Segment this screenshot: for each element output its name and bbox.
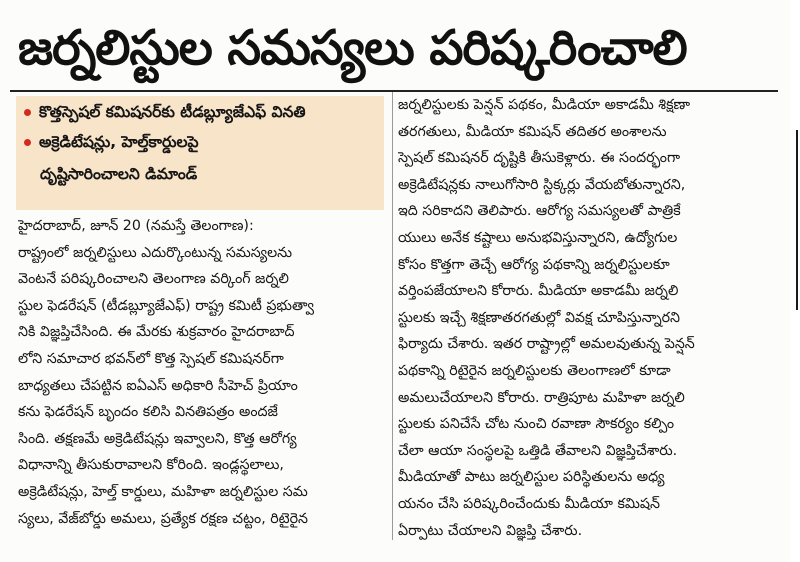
right-column-line: జర్నలిస్టులకు పెన్షన్ పథకం, మీడియా అకాడమీ శిక్షణా [398, 97, 691, 113]
article-left-column [18, 213, 386, 532]
right-column-line: ఏర్పాటు చేయాలని విజ్ఞప్తి చేశారు. [398, 522, 583, 539]
left-column-line: అక్రెడిటేషన్లు, హెల్త్ కార్డులు, మహిళా జర్నలిస్టుల సమ [18, 483, 308, 500]
right-column-line: అక్రెడిటేషన్లకు నాలుగోసారి స్టిక్కర్లు వేయబోతున్నారని, [398, 176, 686, 193]
column-edge-rule [796, 130, 798, 310]
right-column-line: తరగతులు, మీడియా కమిషన్ తదితర అంశాలను [398, 123, 667, 140]
bullet-icon [24, 109, 31, 116]
left-column-line: సింది. తక్షణమే అక్రెడిటేషన్లు ఇవ్వాలని, కొత్త ఆరోగ్య [18, 430, 297, 447]
right-column-line: స్టులకు పనిచేసే చోట నుంచి రవాణా సౌకర్యం కల్పిం [398, 416, 675, 433]
right-column-line: పథకాన్ని రిటైరైన జర్నలిస్టులకు తెలంగాణలో కూడా [398, 362, 671, 379]
highlight-item-2-text: అక్రెడిటేషన్లు, హెల్త్‌కార్డులపై [39, 133, 199, 151]
highlight-item-1 [24, 98, 380, 126]
left-column-line: హైదరాబాద్, జూన్ 20 (నమస్తే తెలంగాణ): [18, 218, 254, 234]
left-column-line: బాధ్యతలు చేపట్టిన ఐఏఎస్ అధికారి సీహెచ్ ప్రియాం [18, 377, 298, 394]
left-column-line: రాష్ట్రంలో జర్నలిస్టులు ఎదుర్కొంటున్న సమస్యలను [18, 244, 293, 261]
right-column-line: వర్తింపజేయాలని కోరారు. మీడియా అకాడమీ జర్నలి [398, 283, 679, 300]
left-column-line: స్టుల ఫెడరేషన్ (టీడబ్ల్యూజేఎఫ్) రాష్ట్ర కమిటీ ప్రభుత్వా [18, 297, 314, 314]
right-column-line: ఫిర్యాదు చేశారు. ఇతర రాష్ట్రాల్లో అమలవుతున్న పెన్షన్ [398, 336, 695, 353]
right-column-line: అమలుచేయాలని కోరారు. రాత్రిపూట మహిళా జర్నలి [398, 389, 685, 406]
highlight-box [16, 96, 384, 210]
right-column-line: స్టులకు ఇచ్చే శిక్షణాతరగతుల్లో వివక్ష చూపిస్తున్నారని [398, 309, 681, 326]
left-column-line: వెంటనే పరిష్కరించాలని తెలంగాణ వర్కింగ్ జర్నలి [18, 271, 289, 288]
left-column-line: నికి విజ్ఞప్తిచేసింది. ఈ మేరకు శుక్రవారం హైదరాబాద్ [18, 324, 295, 341]
right-column-line: ఇది సరికాదని తెలిపారు. ఆరోగ్య సమస్యలతో పాత్రికే [398, 203, 681, 220]
right-column-line: మీడియాతో పాటు జర్నలిస్టుల పరిస్థితులను అధ్య [398, 469, 665, 486]
page-margin [790, 0, 800, 562]
article-right-column [398, 92, 784, 544]
left-column-line: స్యలు, వేజ్‌బోర్డు అమలు, ప్రత్యేక రక్షణ చట్టం, రిటైరైన [18, 510, 308, 527]
right-column-line: యులు అనేక కష్టాలు అనుభవిస్తున్నారని, ఉద్యోగుల [398, 229, 678, 246]
left-column-line: లోని సమాచార భవన్‌లో కొత్త స్పెషల్ కమిషనర్‌గా [18, 350, 284, 367]
highlight-item-1-text: కొత్తస్పెషల్ కమిషనర్‌కు టీడబ్ల్యూజేఎఫ్ వినతి [39, 103, 306, 121]
right-column-line: చేలా ఆయా సంస్థలపై ఒత్తిడి తేవాలని విజ్ఞప్తిచేశారు. [398, 442, 678, 459]
highlight-item-2-continued: దృష్టిసారించాలని డిమాండ్ [40, 165, 198, 183]
right-column-line: స్పెషల్ కమిషనర్ దృష్టికి తీసుకెళ్లారు. ఈ సందర్భంగా [398, 150, 681, 167]
right-column-line: కోసం కొత్తగా తెచ్చే ఆరోగ్య పథకాన్ని జర్నలిస్టులకూ [398, 256, 670, 273]
column-divider [392, 92, 393, 540]
left-column-line: కను ఫెడరేషన్ బృందం కలిసి వినతిపత్రం అందజే [18, 404, 278, 421]
highlight-item-2 [24, 128, 380, 156]
left-column-line: విధానాన్ని తీసుకురావాలని కోరింది. ఇండ్లస్థలాలు, [18, 457, 284, 474]
article-headline: జర్నలిస్టుల సమస్యలు పరిష్కరించాలి [18, 20, 687, 76]
right-column-line: యనం చేసి పరిష్కరించేందుకు మీడియా కమిషన్ [398, 495, 660, 512]
bullet-icon [24, 139, 31, 146]
